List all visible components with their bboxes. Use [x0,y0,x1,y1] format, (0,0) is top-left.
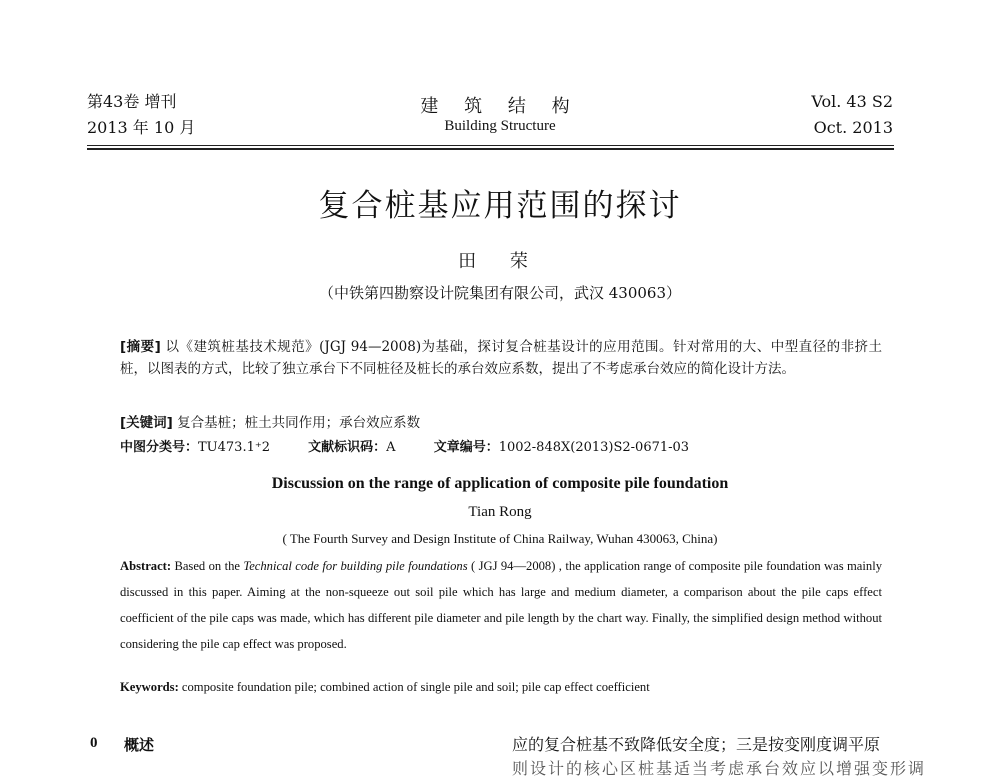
clc-number: 中图分类号：TU473.1⁺2 [120,440,270,455]
abstract-label-en: Abstract: [120,559,172,573]
date-en: Oct. 2013 [813,118,893,137]
keywords-text-en: composite foundation pile; combined action of single pile and soil; pile cap effect coefficient [178,680,650,694]
author-en: Tian Rong [468,504,532,520]
right-column-text-cut: 则设计的核心区桩基适当考虑承台效应以增强变形调 [512,759,927,778]
code-title-italic: Technical code for building pile foundations [243,559,468,573]
header-rule-thin [87,145,894,146]
right-column-text: 应的复合桩基不致降低安全度；三是按变刚度调平原 [512,735,881,754]
keywords-text-cn: 复合基桩；桩土共同作用；承台效应系数 [177,415,421,431]
keywords-cn [120,411,420,431]
header-rule-thick [87,148,894,150]
abstract-cn [120,336,882,380]
affiliation-cn: （中铁第四勘察设计院集团有限公司，武汉 430063） [318,284,682,302]
section-title: 概述 [124,736,155,754]
affiliation-en: ( The Fourth Survey and Design Institute of China Railway, Wuhan 430063, China) [282,531,718,546]
paper-title-cn: 复合桩基应用范围的探讨 [318,188,682,224]
abstract-text-cn: 以《建筑桩基技术规范》(JGJ 94—2008)为基础，探讨复合桩基设计的应用范围。针对常用的大、中型直径的非挤土桩，以图表的方式，比较了独立承台下不同桩径及桩长的承台效应系数，提出了不考虑承台效应的简化设计方法。 [120,339,883,377]
abstract-en: Abstract: Based on the Technical code for building pile foundations ( JGJ 94—2008) , the application range of composite pile foundation was mainly discussed in this paper. Aiming at the non-squeeze out soil pile which has large and medium diameter, a comparison about the pile caps effect coefficient of the pile caps was made, which has different pile diameter and pile length by the chart way. Finally, the simplified design method without considering the pile cap effect was proposed. [120,559,882,651]
classification-line [120,436,723,455]
article-number: 文章编号：1002-848X(2013)S2-0671-03 [433,440,690,455]
journal-title-cn: 建 筑 结 构 [420,96,580,117]
volume-issue-cn: 第43卷 增刊 [87,92,177,111]
volume-issue-en: Vol. 43 S2 [811,92,893,111]
date-cn: 2013 年 10 月 [87,118,196,137]
author-cn: 田 荣 [458,251,542,272]
keywords-label-en: Keywords: [120,680,179,694]
document-code: 文献标识码：A [308,440,396,455]
keywords-en [120,680,650,695]
section-number: 0 [90,735,98,751]
journal-title-en: Building Structure [444,118,556,134]
keywords-label-cn: [关键词] [120,415,173,431]
abstract-label-cn: [摘要] [120,339,161,355]
paper-title-en: Discussion on the range of application of composite pile foundation [271,475,729,492]
